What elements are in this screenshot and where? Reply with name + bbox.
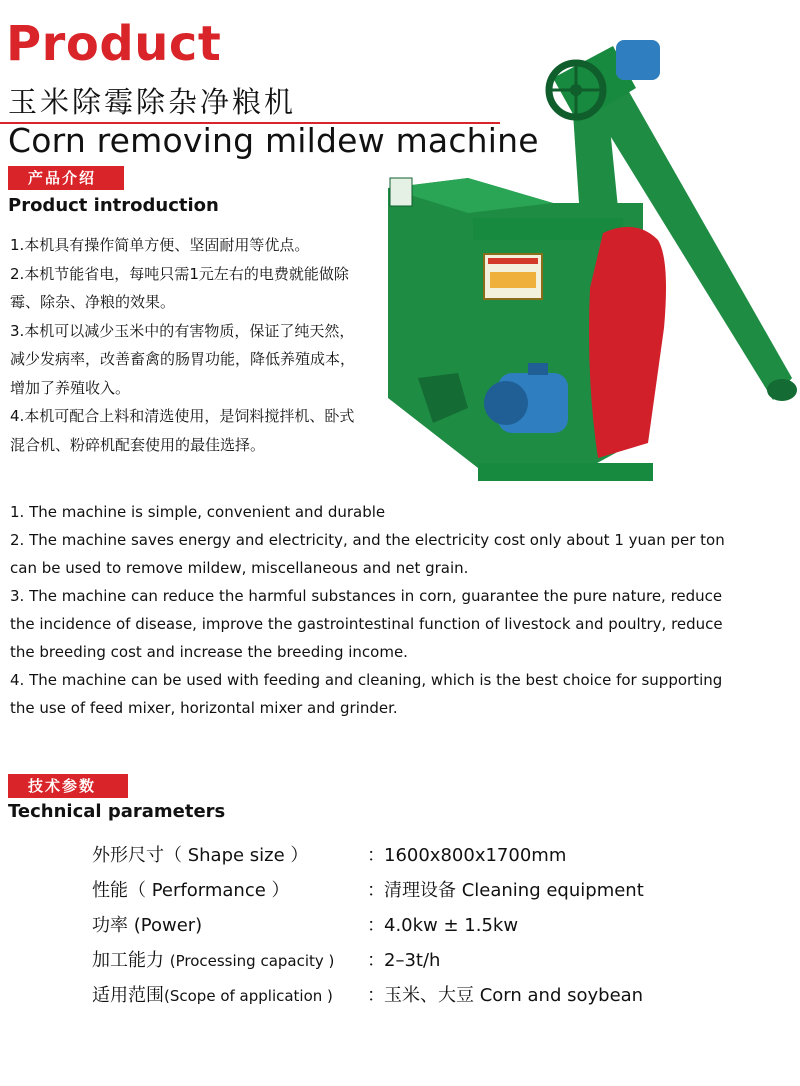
brand-title: Product [6,16,222,72]
param-label-cn: 性能 [92,880,128,901]
param-colon: ： [367,880,385,901]
param-value: 2–3t/h [384,950,441,971]
param-label-en: (Power) [133,915,203,936]
param-colon: ： [367,845,385,866]
param-label-cn: 适用范围 [92,985,164,1006]
intro-cn-item: 4.本机可配合上料和清选使用，是饲料搅拌机、卧式混合机、粉碎机配套使用的最佳选择。 [10,407,355,454]
intro-cn-item: 1.本机具有操作简单方便、坚固耐用等优点。 [10,236,310,254]
param-value: 玉米、大豆 Corn and soybean [384,985,644,1006]
param-row-capacity [92,946,792,976]
machine-illustration [378,28,798,490]
param-label-en: (Scope of application ) [164,987,333,1005]
intro-badge: 产品介绍 [8,166,124,190]
tech-badge: 技术参数 [8,774,128,798]
machine-base [478,463,653,481]
param-value: 1600x800x1700mm [384,845,567,866]
intro-en-list [10,498,750,722]
belt-guard [589,227,666,458]
param-row-scope [92,981,792,1011]
param-row-performance [92,876,792,906]
param-value: 清理设备 Cleaning equipment [384,880,644,901]
gear-motor [616,40,660,80]
product-title-cn: 玉米除霉除杂净粮机 [8,85,297,119]
top-panel-label [390,178,412,206]
tech-heading: Technical parameters [8,801,226,822]
intro-heading: Product introduction [8,195,219,216]
product-title-en: Corn removing mildew machine [8,121,539,160]
param-label-en: （ Performance ） [128,880,290,901]
param-label-cn: 外形尺寸 [92,845,164,866]
intro-en-item: 1. The machine is simple, convenient and durable [10,503,386,521]
intro-cn-item: 3.本机可以减少玉米中的有害物质，保证了纯天然，减少发病率，改善畜禽的肠胃功能，降低养殖成本，增加了养殖收入。 [10,321,356,397]
param-colon: ： [367,985,385,1006]
intro-en-item: 3. The machine can reduce the harmful substances in corn, guarantee the pure nature, reduce the incidence of disease, improve the gastrointestinal function of livestock and poultry, reduce the breeding cost and increase the breeding income. [10,587,723,661]
intro-cn-item: 2.本机节能省电，每吨只需1元左右的电费就能做除霉、除杂、净粮的效果。 [10,264,349,311]
param-colon: ： [367,950,385,971]
param-colon: ： [367,915,385,936]
param-label-cn: 加工能力 [92,950,164,971]
intro-en-item: 2. The machine saves energy and electricity, and the electricity cost only about 1 yuan per ton can be used to remove mildew, miscellaneous and net grain. [10,531,725,577]
param-label-en: （ Shape size ） [164,845,309,866]
param-label-cn: 功率 [92,915,128,936]
intro-en-item: 4. The machine can be used with feeding and cleaning, which is the best choice for supporting the use of feed mixer, horizontal mixer and grinder. [10,671,723,717]
param-row-power [92,911,792,941]
intro-cn-list [10,231,366,459]
param-row-shape-size [92,841,792,871]
param-label-en: (Processing capacity ) [169,952,335,970]
param-value: 4.0kw ± 1.5kw [384,915,519,936]
